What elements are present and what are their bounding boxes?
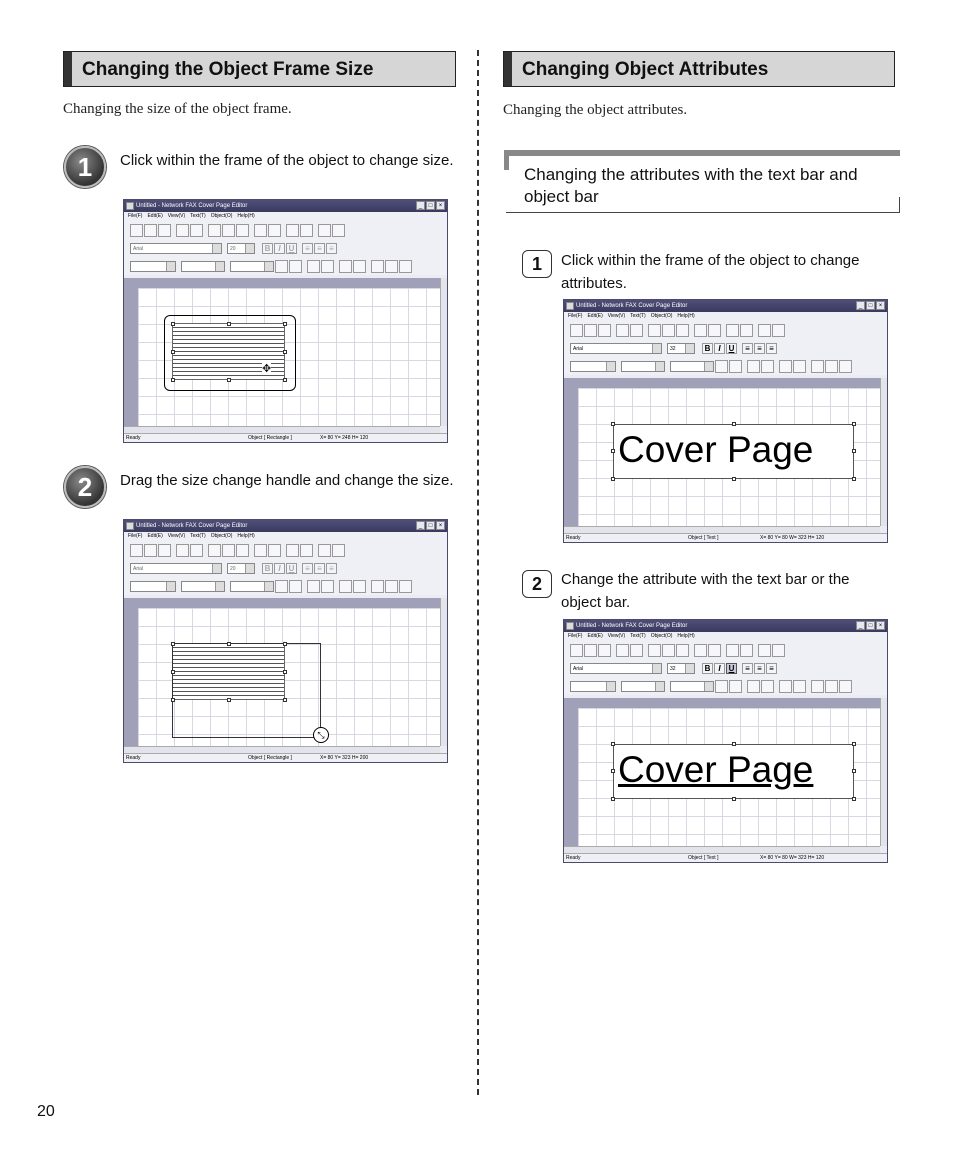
image-icon[interactable]: [747, 360, 760, 373]
line-tool-icon[interactable]: [779, 360, 792, 373]
resize-handle[interactable]: [283, 350, 287, 354]
font-select[interactable]: Arial: [570, 663, 662, 674]
zoom-in-icon[interactable]: [726, 324, 739, 337]
new-icon[interactable]: [570, 644, 583, 657]
resize-handle[interactable]: [852, 449, 856, 453]
rounded-rect-tool-icon[interactable]: [385, 580, 398, 593]
minimize-icon[interactable]: _: [416, 521, 425, 530]
front-icon[interactable]: [254, 544, 267, 557]
line-tool-icon[interactable]: [339, 580, 352, 593]
section-header-frame-size: [63, 51, 456, 87]
resize-handle[interactable]: [852, 422, 856, 426]
select-icon[interactable]: [318, 224, 331, 237]
print-icon[interactable]: [616, 324, 629, 337]
column-divider: [477, 50, 479, 1095]
status-bar: [124, 433, 447, 442]
zoom-out-icon[interactable]: [300, 544, 313, 557]
line-style-select[interactable]: [570, 681, 616, 692]
cut-icon[interactable]: [208, 544, 221, 557]
freehand-icon[interactable]: [353, 260, 366, 273]
subsection-header: [504, 150, 900, 213]
vertical-scrollbar[interactable]: [440, 278, 448, 426]
editor-screenshot: [563, 299, 888, 543]
color-icon[interactable]: [715, 360, 728, 373]
resize-handle[interactable]: [852, 769, 856, 773]
rounded-rect-tool-icon[interactable]: [385, 260, 398, 273]
status-bar: [564, 533, 887, 542]
editor-screenshot: [563, 619, 888, 863]
resize-handle[interactable]: [283, 670, 287, 674]
menu-object[interactable]: Object(O): [650, 633, 673, 639]
line-width-select[interactable]: [181, 581, 225, 592]
copy-icon[interactable]: [222, 224, 235, 237]
paste-icon[interactable]: [236, 544, 249, 557]
resize-handle[interactable]: [611, 477, 615, 481]
open-icon[interactable]: [584, 644, 597, 657]
menu-file[interactable]: File(F): [568, 313, 583, 319]
resize-outline: [172, 643, 321, 738]
ellipse-tool-icon[interactable]: [839, 680, 852, 693]
rectangle-tool-icon[interactable]: [371, 580, 384, 593]
select-icon[interactable]: [318, 544, 331, 557]
menu-text[interactable]: Text(T): [190, 213, 206, 219]
text-bar: [124, 559, 447, 577]
resize-handle[interactable]: [852, 742, 856, 746]
resize-handle[interactable]: [171, 670, 175, 674]
rounded-rect-tool-icon[interactable]: [825, 680, 838, 693]
line-style-select[interactable]: [130, 581, 176, 592]
resize-handle[interactable]: [171, 350, 175, 354]
fill-select[interactable]: [670, 681, 714, 692]
resize-handle[interactable]: [852, 797, 856, 801]
window-titlebar: [564, 300, 887, 312]
hand-icon[interactable]: [772, 644, 785, 657]
minimize-icon[interactable]: _: [856, 621, 865, 630]
step-number-badge: 2: [64, 466, 106, 508]
font-select[interactable]: Arial: [570, 343, 662, 354]
line-tool-icon[interactable]: [339, 260, 352, 273]
menu-view[interactable]: View(V): [167, 213, 186, 219]
maximize-icon[interactable]: □: [866, 621, 875, 630]
paste-icon[interactable]: [676, 644, 689, 657]
front-icon[interactable]: [254, 224, 267, 237]
select-icon[interactable]: [758, 644, 771, 657]
resize-handle[interactable]: [227, 698, 231, 702]
size-select[interactable]: 20: [227, 563, 255, 574]
step-text: Change the attribute with the text bar or the object bar.: [561, 571, 850, 611]
menu-edit[interactable]: Edit(E): [587, 633, 603, 639]
menu-bar: [124, 212, 447, 221]
step-number-badge: 2: [522, 570, 552, 598]
zoom-in-icon[interactable]: [726, 644, 739, 657]
close-icon[interactable]: ×: [436, 201, 445, 210]
minimize-icon[interactable]: _: [856, 301, 865, 310]
object-bar: [564, 677, 887, 695]
italic-icon[interactable]: I: [274, 243, 285, 254]
menu-object[interactable]: Object(O): [210, 533, 233, 539]
print-icon[interactable]: [176, 544, 189, 557]
resize-handle[interactable]: [171, 378, 175, 382]
resize-handle[interactable]: [732, 742, 736, 746]
menu-help[interactable]: Help(H): [677, 313, 695, 319]
line-style-select[interactable]: [570, 361, 616, 372]
window-title: Untitled - Network FAX Cover Page Editor: [136, 523, 248, 529]
preview-icon[interactable]: [190, 224, 203, 237]
resize-handle[interactable]: [732, 422, 736, 426]
cut-icon[interactable]: [208, 224, 221, 237]
text-object[interactable]: [613, 424, 854, 479]
vertical-scrollbar[interactable]: [880, 698, 888, 846]
field-icon[interactable]: [321, 580, 334, 593]
maximize-icon[interactable]: □: [426, 201, 435, 210]
resize-handle[interactable]: [283, 698, 287, 702]
resize-handle[interactable]: [283, 642, 287, 646]
image-icon[interactable]: [307, 580, 320, 593]
back-icon[interactable]: [708, 324, 721, 337]
menu-text[interactable]: Text(T): [190, 533, 206, 539]
menu-help[interactable]: Help(H): [237, 213, 255, 219]
bold-icon[interactable]: B: [262, 563, 273, 574]
color-icon[interactable]: [715, 680, 728, 693]
copy-icon[interactable]: [662, 644, 675, 657]
resize-cursor-icon: ⤡: [313, 727, 329, 743]
resize-handle[interactable]: [611, 742, 615, 746]
underline-icon[interactable]: U: [286, 243, 297, 254]
underline-icon[interactable]: U: [726, 663, 737, 674]
new-icon[interactable]: [130, 544, 143, 557]
font-select[interactable]: Arial: [130, 563, 222, 574]
italic-icon[interactable]: I: [714, 343, 725, 354]
zoom-out-icon[interactable]: [740, 324, 753, 337]
window-titlebar: [124, 200, 447, 212]
align-center-icon[interactable]: ≡: [314, 243, 325, 254]
fill-select[interactable]: [230, 261, 274, 272]
subsection-righttick: [899, 197, 900, 213]
text-tool-icon[interactable]: [729, 680, 742, 693]
italic-icon[interactable]: I: [714, 663, 725, 674]
menu-edit[interactable]: Edit(E): [147, 213, 163, 219]
ellipse-tool-icon[interactable]: [399, 260, 412, 273]
status-position: X= 80 Y= 80 W= 323 H= 120: [760, 855, 825, 861]
menu-object[interactable]: Object(O): [650, 313, 673, 319]
maximize-icon[interactable]: □: [426, 521, 435, 530]
rounded-rect-tool-icon[interactable]: [825, 360, 838, 373]
align-left-icon[interactable]: ≡: [742, 343, 753, 354]
italic-icon[interactable]: I: [274, 563, 285, 574]
window-titlebar: [564, 620, 887, 632]
rectangle-tool-icon[interactable]: [811, 680, 824, 693]
resize-handle[interactable]: [227, 642, 231, 646]
paste-icon[interactable]: [676, 324, 689, 337]
hand-icon[interactable]: [332, 544, 345, 557]
open-icon[interactable]: [144, 544, 157, 557]
fill-select[interactable]: [670, 361, 714, 372]
app-icon: [566, 302, 574, 310]
image-icon[interactable]: [307, 260, 320, 273]
preview-icon[interactable]: [630, 644, 643, 657]
align-right-icon[interactable]: ≡: [326, 243, 337, 254]
underline-icon[interactable]: U: [726, 343, 737, 354]
text-bar: [124, 239, 447, 257]
copy-icon[interactable]: [222, 544, 235, 557]
resize-handle[interactable]: [611, 797, 615, 801]
menu-bar: [124, 532, 447, 541]
save-icon[interactable]: [158, 544, 171, 557]
color-icon[interactable]: [275, 580, 288, 593]
line-width-select[interactable]: [181, 261, 225, 272]
status-bar: [564, 853, 887, 862]
resize-handle[interactable]: [171, 642, 175, 646]
print-icon[interactable]: [616, 644, 629, 657]
back-icon[interactable]: [708, 644, 721, 657]
line-width-select[interactable]: [621, 681, 665, 692]
step-text: Click within the frame of the object to change attributes.: [561, 252, 860, 292]
text-tool-icon[interactable]: [289, 260, 302, 273]
freehand-icon[interactable]: [793, 360, 806, 373]
step-number-badge: 1: [64, 146, 106, 188]
align-right-icon[interactable]: ≡: [766, 343, 777, 354]
resize-handle[interactable]: [732, 477, 736, 481]
section-title: Changing Object Attributes: [522, 59, 769, 80]
menu-help[interactable]: Help(H): [677, 633, 695, 639]
resize-handle[interactable]: [611, 422, 615, 426]
resize-handle[interactable]: [283, 322, 287, 326]
size-select[interactable]: 20: [227, 243, 255, 254]
size-select[interactable]: 32: [667, 343, 695, 354]
menu-file[interactable]: File(F): [568, 633, 583, 639]
window-title: Untitled - Network FAX Cover Page Editor: [576, 623, 688, 629]
resize-handle[interactable]: [171, 698, 175, 702]
resize-handle[interactable]: [732, 797, 736, 801]
menu-edit[interactable]: Edit(E): [147, 533, 163, 539]
object-bar: [124, 257, 447, 275]
menu-bar: [564, 312, 887, 321]
align-center-icon[interactable]: ≡: [754, 343, 765, 354]
close-icon[interactable]: ×: [436, 521, 445, 530]
print-icon[interactable]: [176, 224, 189, 237]
cut-icon[interactable]: [648, 644, 661, 657]
vertical-scrollbar[interactable]: [880, 378, 888, 526]
subsection-lefttick: [504, 150, 509, 170]
step-text: Drag the size change handle and change the size.: [120, 472, 454, 489]
zoom-out-icon[interactable]: [740, 644, 753, 657]
cover-page-text: Cover Page: [618, 429, 814, 470]
field-icon[interactable]: [321, 260, 334, 273]
open-icon[interactable]: [144, 224, 157, 237]
cut-icon[interactable]: [648, 324, 661, 337]
page-number: 20: [37, 1103, 55, 1120]
freehand-icon[interactable]: [793, 680, 806, 693]
zoom-in-icon[interactable]: [286, 224, 299, 237]
close-icon[interactable]: ×: [876, 621, 885, 630]
rectangle-tool-icon[interactable]: [371, 260, 384, 273]
save-icon[interactable]: [158, 224, 171, 237]
step-text: Click within the frame of the object to change size.: [120, 152, 454, 169]
front-icon[interactable]: [694, 644, 707, 657]
window-title: Untitled - Network FAX Cover Page Editor: [136, 203, 248, 209]
menu-file[interactable]: File(F): [128, 533, 143, 539]
main-toolbar: [564, 321, 887, 339]
align-center-icon[interactable]: ≡: [314, 563, 325, 574]
window-titlebar: [124, 520, 447, 532]
size-select[interactable]: 32: [667, 663, 695, 674]
app-icon: [126, 202, 134, 210]
main-toolbar: [124, 221, 447, 239]
minimize-icon[interactable]: _: [416, 201, 425, 210]
save-icon[interactable]: [598, 644, 611, 657]
menu-view[interactable]: View(V): [167, 533, 186, 539]
app-icon: [126, 522, 134, 530]
maximize-icon[interactable]: □: [866, 301, 875, 310]
status-bar: [124, 753, 447, 762]
status-ready: Ready: [126, 435, 141, 441]
main-toolbar: [564, 641, 887, 659]
new-icon[interactable]: [130, 224, 143, 237]
align-center-icon[interactable]: ≡: [754, 663, 765, 674]
align-left-icon[interactable]: ≡: [302, 243, 313, 254]
section-header-object-attributes: [503, 51, 895, 87]
ellipse-tool-icon[interactable]: [399, 580, 412, 593]
font-select[interactable]: Arial: [130, 243, 222, 254]
line-style-select[interactable]: [130, 261, 176, 272]
status-position: X= 80 Y= 248 H= 120: [320, 435, 369, 441]
line-tool-icon[interactable]: [779, 680, 792, 693]
header-accent-bar: [504, 52, 512, 86]
section-title: Changing the Object Frame Size: [82, 59, 374, 80]
bold-icon[interactable]: B: [262, 243, 273, 254]
color-icon[interactable]: [275, 260, 288, 273]
menu-view[interactable]: View(V): [607, 313, 626, 319]
new-icon[interactable]: [570, 324, 583, 337]
step-number-badge: 1: [522, 250, 552, 278]
menu-file[interactable]: File(F): [128, 213, 143, 219]
subsection-topbar: [504, 150, 900, 156]
text-tool-icon[interactable]: [289, 580, 302, 593]
bold-icon[interactable]: B: [702, 663, 713, 674]
menu-text[interactable]: Text(T): [630, 313, 646, 319]
menu-bar: [564, 632, 887, 641]
status-ready: Ready: [566, 535, 581, 541]
status-object: Object [ Rectangle ]: [248, 755, 292, 761]
paste-icon[interactable]: [236, 224, 249, 237]
rectangle-tool-icon[interactable]: [811, 360, 824, 373]
align-right-icon[interactable]: ≡: [326, 563, 337, 574]
text-object[interactable]: [613, 744, 854, 799]
status-position: X= 80 Y= 323 H= 200: [320, 755, 369, 761]
app-icon: [566, 622, 574, 630]
zoom-out-icon[interactable]: [300, 224, 313, 237]
object-bar: [564, 357, 887, 375]
resize-handle[interactable]: [852, 477, 856, 481]
underline-icon[interactable]: U: [286, 563, 297, 574]
ellipse-tool-icon[interactable]: [839, 360, 852, 373]
status-object: Object [ Rectangle ]: [248, 435, 292, 441]
hand-icon[interactable]: [772, 324, 785, 337]
resize-handle[interactable]: [611, 449, 615, 453]
editor-screenshot: [123, 519, 448, 763]
open-icon[interactable]: [584, 324, 597, 337]
subsection-title: Changing the attributes with the text bar and object bar: [524, 165, 858, 206]
resize-handle[interactable]: [227, 378, 231, 382]
back-icon[interactable]: [268, 544, 281, 557]
menu-object[interactable]: Object(O): [210, 213, 233, 219]
status-object: Object [ Text ]: [688, 535, 719, 541]
front-icon[interactable]: [694, 324, 707, 337]
text-tool-icon[interactable]: [729, 360, 742, 373]
preview-icon[interactable]: [190, 544, 203, 557]
close-icon[interactable]: ×: [876, 301, 885, 310]
field-icon[interactable]: [761, 680, 774, 693]
hand-icon[interactable]: [332, 224, 345, 237]
line-width-select[interactable]: [621, 361, 665, 372]
text-bar: [564, 339, 887, 357]
freehand-icon[interactable]: [353, 580, 366, 593]
back-icon[interactable]: [268, 224, 281, 237]
fill-select[interactable]: [230, 581, 274, 592]
status-ready: Ready: [126, 755, 141, 761]
intro-text: Changing the object attributes.: [503, 102, 688, 118]
header-accent-bar: [64, 52, 72, 86]
resize-handle[interactable]: [171, 322, 175, 326]
menu-edit[interactable]: Edit(E): [587, 313, 603, 319]
zoom-in-icon[interactable]: [286, 544, 299, 557]
resize-handle[interactable]: [283, 378, 287, 382]
window-title: Untitled - Network FAX Cover Page Editor: [576, 303, 688, 309]
menu-help[interactable]: Help(H): [237, 533, 255, 539]
align-left-icon[interactable]: ≡: [302, 563, 313, 574]
cover-page-text: Cover Page: [618, 749, 814, 790]
select-icon[interactable]: [758, 324, 771, 337]
align-left-icon[interactable]: ≡: [742, 663, 753, 674]
status-position: X= 80 Y= 80 W= 323 H= 120: [760, 535, 825, 541]
copy-icon[interactable]: [662, 324, 675, 337]
object-bar: [124, 577, 447, 595]
align-right-icon[interactable]: ≡: [766, 663, 777, 674]
field-icon[interactable]: [761, 360, 774, 373]
resize-handle[interactable]: [227, 322, 231, 326]
main-toolbar: [124, 541, 447, 559]
move-cursor-icon: ✥: [262, 363, 272, 375]
subsection-underline: [506, 212, 900, 213]
bold-icon[interactable]: B: [702, 343, 713, 354]
status-object: Object [ Text ]: [688, 855, 719, 861]
menu-text[interactable]: Text(T): [630, 633, 646, 639]
menu-view[interactable]: View(V): [607, 633, 626, 639]
editor-screenshot: [123, 199, 448, 443]
image-icon[interactable]: [747, 680, 760, 693]
status-ready: Ready: [566, 855, 581, 861]
save-icon[interactable]: [598, 324, 611, 337]
preview-icon[interactable]: [630, 324, 643, 337]
intro-text: Changing the size of the object frame.: [63, 101, 292, 117]
text-bar: [564, 659, 887, 677]
resize-handle[interactable]: [611, 769, 615, 773]
vertical-scrollbar[interactable]: [440, 598, 448, 746]
